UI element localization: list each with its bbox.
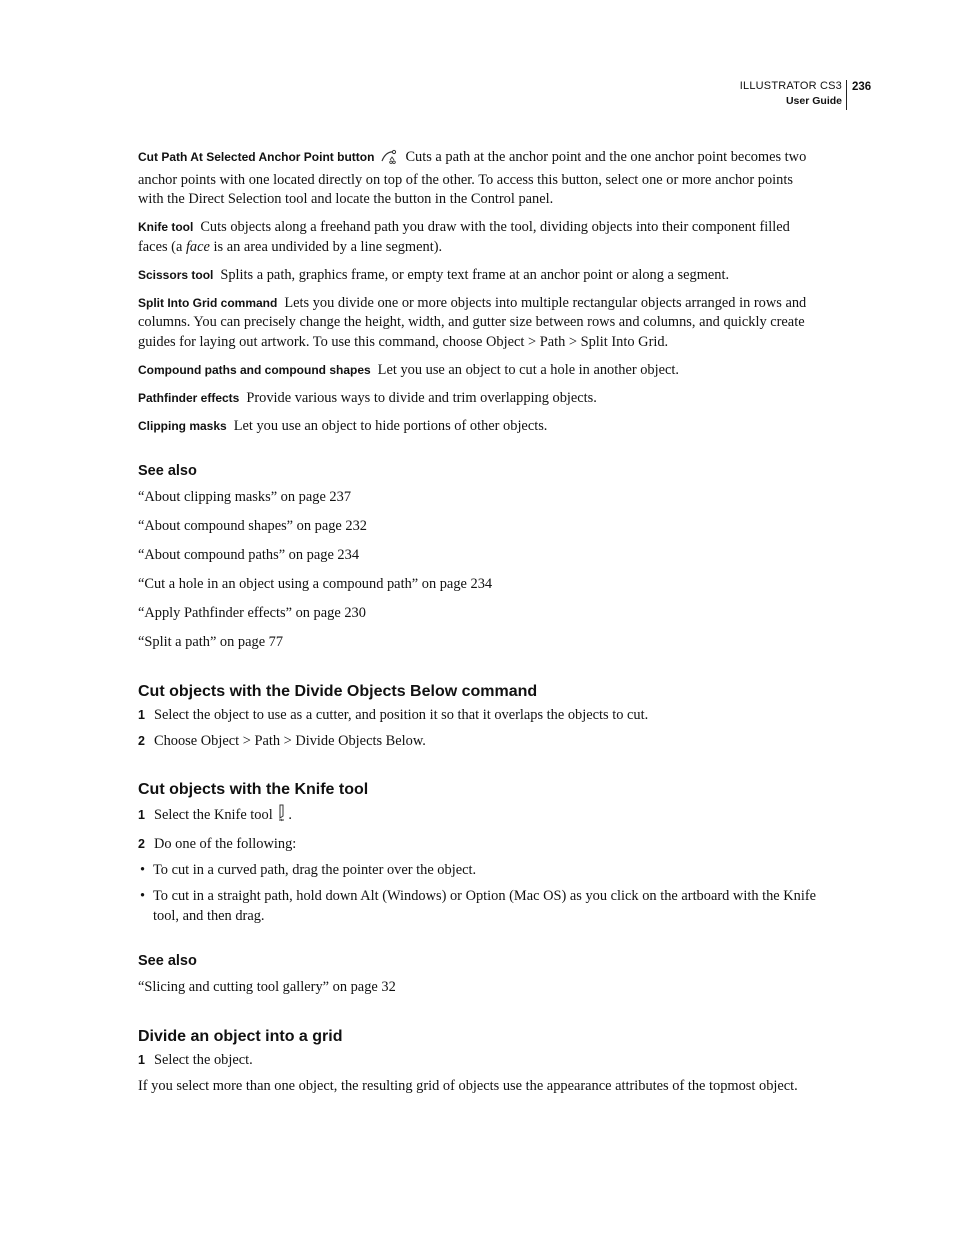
cut-path-anchor-icon	[381, 148, 399, 171]
term-description: Cuts a path at the anchor point and the one anchor point becomes two anchor points with one located directly on top of the other. To access this button, select one or more anchor points with the Direct Selection tool and locate the button in the Control panel.	[138, 149, 807, 207]
cross-reference-link[interactable]: “Slicing and cutting tool gallery” on page 32	[138, 979, 396, 995]
term-label: Knife tool	[138, 220, 194, 234]
step-text: Do one of the following:	[154, 836, 297, 852]
term-description: Let you use an object to hide portions of other objects.	[233, 417, 548, 434]
guide-title: User Guide	[785, 95, 842, 107]
bullet-item	[138, 861, 818, 881]
term-split-into-grid	[138, 294, 818, 353]
cross-reference-link[interactable]: “Cut a hole in an object using a compound path” on page 234	[138, 576, 493, 592]
step-number: 2	[138, 733, 145, 748]
step-text: Select the object to use as a cutter, and position it so that it overlaps the objects to cut.	[154, 706, 649, 723]
term-cut-path-anchor	[138, 148, 818, 210]
step-text: Select the Knife tool	[154, 807, 273, 823]
term-label: Clipping masks	[138, 418, 227, 433]
bullet-text: To cut in a straight path, hold down Alt (Windows) or Option (Mac OS) as you click on the artboard with the Knife tool, and then drag.	[153, 888, 817, 924]
term-label: Scissors tool	[138, 267, 214, 282]
term-clipping-masks	[138, 417, 818, 437]
term-label: Cut Path At Selected Anchor Point button	[138, 150, 375, 164]
step-number: 1	[138, 808, 145, 822]
step-number: 2	[138, 837, 145, 851]
section-heading-knife-tool: Cut objects with the Knife tool	[138, 781, 369, 798]
main-content	[138, 148, 818, 1096]
see-also-heading: See also	[138, 953, 197, 969]
step	[138, 732, 818, 752]
term-label: Pathfinder effects	[138, 390, 240, 405]
term-compound-paths	[138, 361, 818, 381]
step-text: Select the object.	[154, 1051, 253, 1068]
bullet-text: To cut in a curved path, drag the pointer over the object.	[153, 862, 477, 878]
step-text: Choose Object > Path > Divide Objects Below.	[154, 732, 426, 749]
page-number: 236	[846, 80, 871, 110]
term-description-end: is an area undivided by a line segment).	[209, 238, 443, 255]
term-description: Lets you divide one or more objects into multiple rectangular objects arranged in rows and columns. You can precisely change the height, width, and gutter size between rows and columns, and quickly create guides for laying out artwork. To use this command, choose Object > Path > Split Into Grid.	[138, 294, 807, 350]
term-emphasis: face	[185, 238, 210, 255]
bullet-icon: •	[140, 888, 146, 904]
cross-reference-link[interactable]: “About clipping masks” on page 237	[138, 489, 352, 505]
cross-reference-link[interactable]: “Split a path” on page 77	[138, 634, 284, 650]
running-header	[740, 79, 842, 109]
step	[138, 706, 818, 726]
step-text-end: .	[288, 807, 292, 823]
see-also-heading: See also	[138, 463, 197, 479]
cross-reference-link[interactable]: “Apply Pathfinder effects” on page 230	[138, 605, 366, 621]
body-paragraph: If you select more than one object, the resulting grid of objects use the appearance attributes of the topmost object.	[138, 1077, 798, 1094]
term-description: Let you use an object to cut a hole in another object.	[377, 361, 679, 378]
step-number: 1	[138, 1052, 145, 1067]
term-description: Provide various ways to divide and trim overlapping objects.	[246, 389, 597, 406]
book-title: ILLUSTRATOR CS3	[739, 80, 842, 92]
section-heading-divide-objects-below: Cut objects with the Divide Objects Below command	[138, 682, 538, 700]
bullet-item	[138, 887, 818, 926]
cross-reference-link[interactable]: “About compound shapes” on page 232	[138, 518, 367, 534]
step	[138, 835, 818, 855]
bullet-icon: •	[140, 862, 146, 878]
term-scissors-tool	[138, 266, 818, 286]
term-knife-tool	[138, 218, 818, 257]
term-description: Splits a path, graphics frame, or empty text frame at an anchor point or along a segment.	[220, 266, 730, 283]
term-description: Cuts objects along a freehand path you draw with the tool, dividing objects into their component filled faces (a	[138, 219, 790, 255]
section-heading-divide-grid: Divide an object into a grid	[138, 1027, 343, 1045]
term-label: Compound paths and compound shapes	[138, 362, 371, 377]
step	[138, 804, 818, 829]
knife-tool-icon	[276, 804, 288, 829]
term-pathfinder-effects	[138, 389, 818, 409]
term-label: Split Into Grid command	[138, 295, 278, 310]
cross-reference-link[interactable]: “About compound paths” on page 234	[138, 547, 360, 563]
step-number: 1	[138, 707, 145, 722]
step	[138, 1051, 818, 1071]
